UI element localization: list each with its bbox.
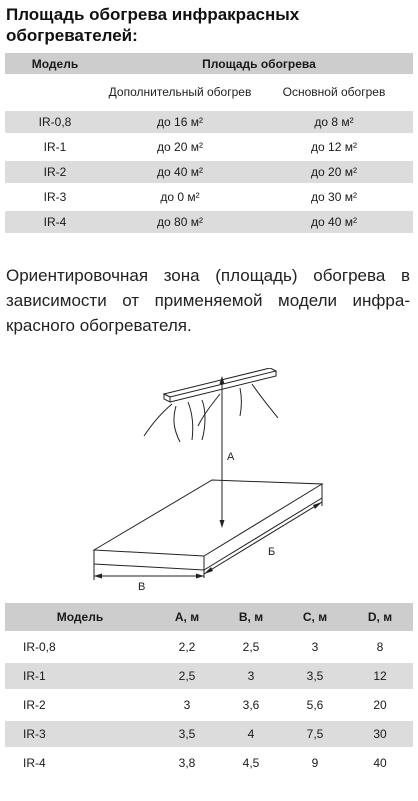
cell-model: IR-2 [23,698,46,712]
cell-d: 40 [373,756,387,770]
cell-model: IR-2 [43,165,67,179]
description-text: Ориентировочная зона (площадь) обогрева в зависимости от применяемой модели инфра-красного обогревателя. [6,266,410,335]
header-a: А, м [174,610,200,624]
subheader-main: Основной обогрев [282,85,386,99]
header-model: Модель [56,610,104,624]
table-row [5,634,413,660]
cell-d: 8 [376,640,384,654]
label-v: В [138,581,146,593]
table-header [5,603,413,631]
table-subheader [5,74,413,111]
cell-main: до 12 м² [311,140,357,154]
cell-d: 20 [373,698,387,712]
cell-model: IR-0,8 [38,115,72,129]
cell-model: IR-4 [43,215,67,229]
cell-c: 7,5 [306,727,324,741]
heat-ray [174,406,180,442]
cell-c: 5,6 [306,698,324,712]
heat-ray [202,400,205,440]
cell-b: 3,6 [242,698,260,712]
cell-c: 3,5 [306,669,324,683]
cell-additional: до 0 м² [160,190,200,204]
cell-a: 2,2 [178,640,196,654]
cell-c: 9 [311,756,319,770]
cell-additional: до 20 м² [157,140,203,154]
table-row [5,161,413,183]
cell-b: 3 [247,669,255,683]
cell-model: IR-3 [23,727,46,741]
header-c: С, м [302,610,328,624]
cell-d: 12 [373,669,387,683]
cell-b: 2,5 [242,640,260,654]
cell-model: IR-0,8 [23,640,56,654]
table-row [5,721,413,747]
zone-top [94,480,322,556]
header-area: Площадь обогрева [202,56,316,71]
cell-a: 3 [183,698,191,712]
dimensions-table [5,603,413,776]
cell-additional: до 40 м² [157,165,203,179]
cell-main: до 30 м² [311,190,357,204]
cell-b: 4 [247,727,255,741]
cell-c: 3 [311,640,319,654]
subheader-additional: Дополнительный обогрев [108,85,252,99]
table-row [5,663,413,689]
heat-ray [240,388,242,416]
heat-ray [252,384,278,418]
cell-d: 30 [373,727,387,741]
cell-a: 2,5 [178,669,196,683]
cell-model: IR-3 [43,190,67,204]
cell-b: 4,5 [242,756,260,770]
heating-area-table [5,53,413,233]
cell-additional: до 16 м² [157,115,203,129]
label-b: Б [268,546,276,558]
table-row [5,692,413,718]
heat-ray [198,394,220,426]
cell-model: IR-1 [43,140,67,154]
heat-ray [188,402,193,440]
table-row [5,111,413,133]
table-header [5,53,413,74]
table-row [5,211,413,233]
cell-model: IR-1 [23,669,46,683]
cell-main: до 8 м² [314,115,354,129]
table-row [5,136,413,158]
header-b: В, м [238,610,264,624]
cell-main: до 20 м² [311,165,357,179]
cell-a: 3,5 [178,727,196,741]
cell-model: IR-4 [23,756,46,770]
header-model: Модель [31,56,79,71]
table-row [5,750,413,776]
header-d: D, м [367,610,393,624]
cell-main: до 40 м² [311,215,357,229]
label-a: А [227,451,235,463]
heating-zone-diagram [80,368,340,600]
table-row [5,186,413,208]
heat-ray [144,404,172,436]
cell-additional: до 80 м² [157,215,203,229]
page-title: Площадь обогрева инфракрасных обогревателей: [6,5,300,45]
cell-a: 3,8 [178,756,196,770]
